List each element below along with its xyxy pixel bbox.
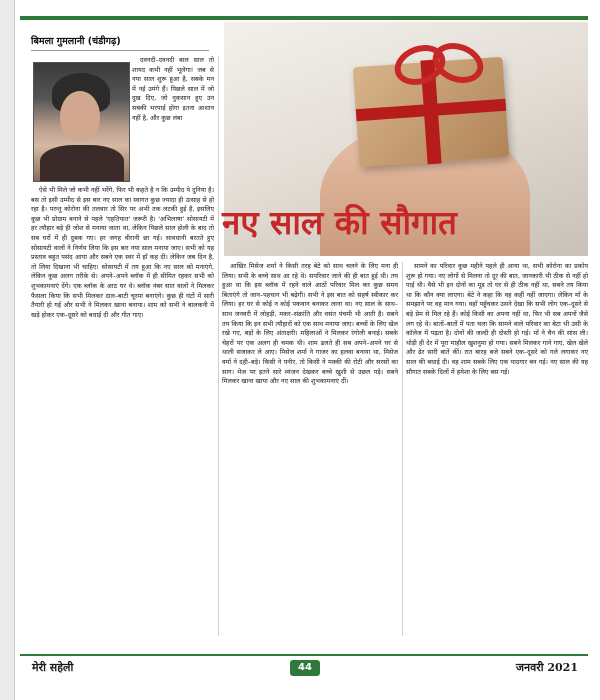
column-divider xyxy=(402,262,403,636)
article-intro xyxy=(132,56,214,184)
article-headline: नए साल की सौगात xyxy=(222,203,457,242)
column-2-paragraph: आखिर मिसेज शर्मा ने किसी तरह बेटे को साथ चलने के लिए मना ही लिया। सभी के बच्चे साथ आ रहे थे। सपरिवार जाने की ही बात हुई थी। तय हुआ था कि इस ब्लॉक में रहने वाले आठों परिवार मिल कर कुछ समय बिताएंगे तो जान–पहचान भी बढ़ेगी। सभी ने इस बात को सहर्ष स्वीकार कर लिया। हर घर से कोई न कोई पकवान बनाकर लाना था। नए साल के साथ–साथ जनवरी में लोहड़ी, मकर–संक्रांति और वसंत पंचमी भी आती है। सबने तय किया कि इन सभी त्यौहारों को एक साथ मनाया जाए। बच्चों के लिए खेल रखे गए, बड़ों के लिए अंताक्षरी। महिलाओं ने मिलकर रंगोली बनाई। सबके चेहरों पर एक अलग ही चमक थी। शाम ढलते ही सब अपने–अपने घर से थाली सजाकर ले आए। मिसेज शर्मा ने गाजर का हलवा बनाया था, मिसेज वर्मा ने दही–बड़े। किसी ने पनीर, तो किसी ने मक्की की रोटी और सरसों का साग। मेज पर इतने सारे व्यंजन देखकर बच्चे खुशी से उछल पड़े। सबने मिलकर खाना खाया और नए साल की शुभकामनाएं दीं। xyxy=(222,262,398,386)
page-footer xyxy=(20,654,588,684)
page-number: 44 xyxy=(290,660,320,676)
author-photo xyxy=(33,62,130,182)
footer-rule xyxy=(20,654,588,656)
column-divider xyxy=(218,56,219,636)
article-column-2 xyxy=(222,262,398,636)
article-column-3 xyxy=(406,262,588,636)
top-rule xyxy=(20,16,588,20)
intro-paragraph: दवनदी–दवनदी बाल साल तो शायद कभी नहीं भूलेगा! जब से नया साल शुरू हुआ है, सबके मन में नई उमंगे हैं। पिछले साल में जो दुख दिए, जो नुकसान हुए उन सबकी भरपाई होगा इतना आशान नहीं है, और कुछ लंबा xyxy=(132,56,214,122)
issue-date: जनवरी 2021 xyxy=(515,661,578,674)
column-3-paragraph: सामने का परिवार कुछ महीने पहले ही आया था, सभी कोरोना का प्रकोप शुरू हो गया। नए लोगों से मिलना तो दूर की बात, जानकारी भी ठीक से नहीं हो पाई थी। वैसे भी इन दोनों का मूड तो घर से ही ठीक नहीं था, सबने तय किया था कि कौन क्या लाएगा। बेटे ने कहा कि वह कहीं नहीं जाएगा। लेकिन माँ के समझाने पर वह मान गया। वहाँ पहुँचकर उसने देखा कि सभी लोग एक–दूसरे से बड़े प्रेम से मिल रहे हैं। कोई किसी का अपना नहीं था, फिर भी सब अपनों जैसे लग रहे थे। बातों–बातों में पता चला कि सामने वाले परिवार का बेटा भी उसी के कॉलेज में पढ़ता है। दोनों की जल्दी ही दोस्ती हो गई। माँ ने चैन की सांस ली। थोड़ी ही देर में पूरा माहौल खुशनुमा हो गया। सबने मिलकर गाने गाए, खेल खेले और ढेर सारी बातें कीं। रात बारह बजे सबने एक–दूसरे को गले लगाकर नए साल की बधाई दी। वह शाम सबके लिए एक यादगार बन गई। नए साल की यह सौगात सबके दिलों में हमेशा के लिए बस गई। xyxy=(406,262,588,376)
page-margin-strip xyxy=(0,0,15,700)
author-byline: बिमला गुमलानी (चंडीगढ़) xyxy=(31,34,209,51)
magazine-name: मेरी सहेली xyxy=(32,661,74,674)
article-column-1 xyxy=(31,186,214,636)
column-1-paragraph: ऐसे भी मिले जो कभी नहीं भरेंगे, फिर भी कहते है न कि उम्मीद पे दुनिया है। बस तो इसी उम्मीद से इस बार नए साल का स्वागत कुछ ज्यादा ही उत्साह से हो रहा है। परन्तु कोरोना की तलवार तो सिर पर अभी तक लटकी हुई है, इसलिए कुछ भी प्रोग्राम बनाने से पहले 'एहतियात' जरूरी है। 'अभिलाषा' सोसायटी में हर त्यौहार बड़े ही जोश से मनाया जाता था, लेकिन पिछले साल होली के बाद तो सब घरों में ही दुबक गए। हर जगह वीरानी छा गई। सावधानी बरतते हुए सोसायटी वालों ने निर्णय लिया कि इस बार नया साल मनाया जाए। सभी को यह प्रस्ताव बहुत पसंद आया और सबने एक स्वर में हाँ कह दी। लेकिन जब दिन है, तो लिया दिखाना भी चाहिए। सोसायटी में तय हुआ कि नए साल को मनाएंगे, लेकिन कुछ अलग तरीके से। अपने–अपने ब्लॉक में ही सीमित रहकर सभी को शुभकामनाएं देंगे। एक ब्लॉक के आठ घर थे। ब्लॉक नंबर सात वालों ने मिलकर फैसला किया कि सभी मिलकर दाल–बाटी चूरमा बनाएंगे। कुछ ही घंटों में सारी तैयारी हो गई और सभी ने मिलकर खाना बनाया। शाम को सभी ने बालकनी में खड़े होकर एक–दूसरे को बधाई दी और गीत गाए। xyxy=(31,186,214,319)
